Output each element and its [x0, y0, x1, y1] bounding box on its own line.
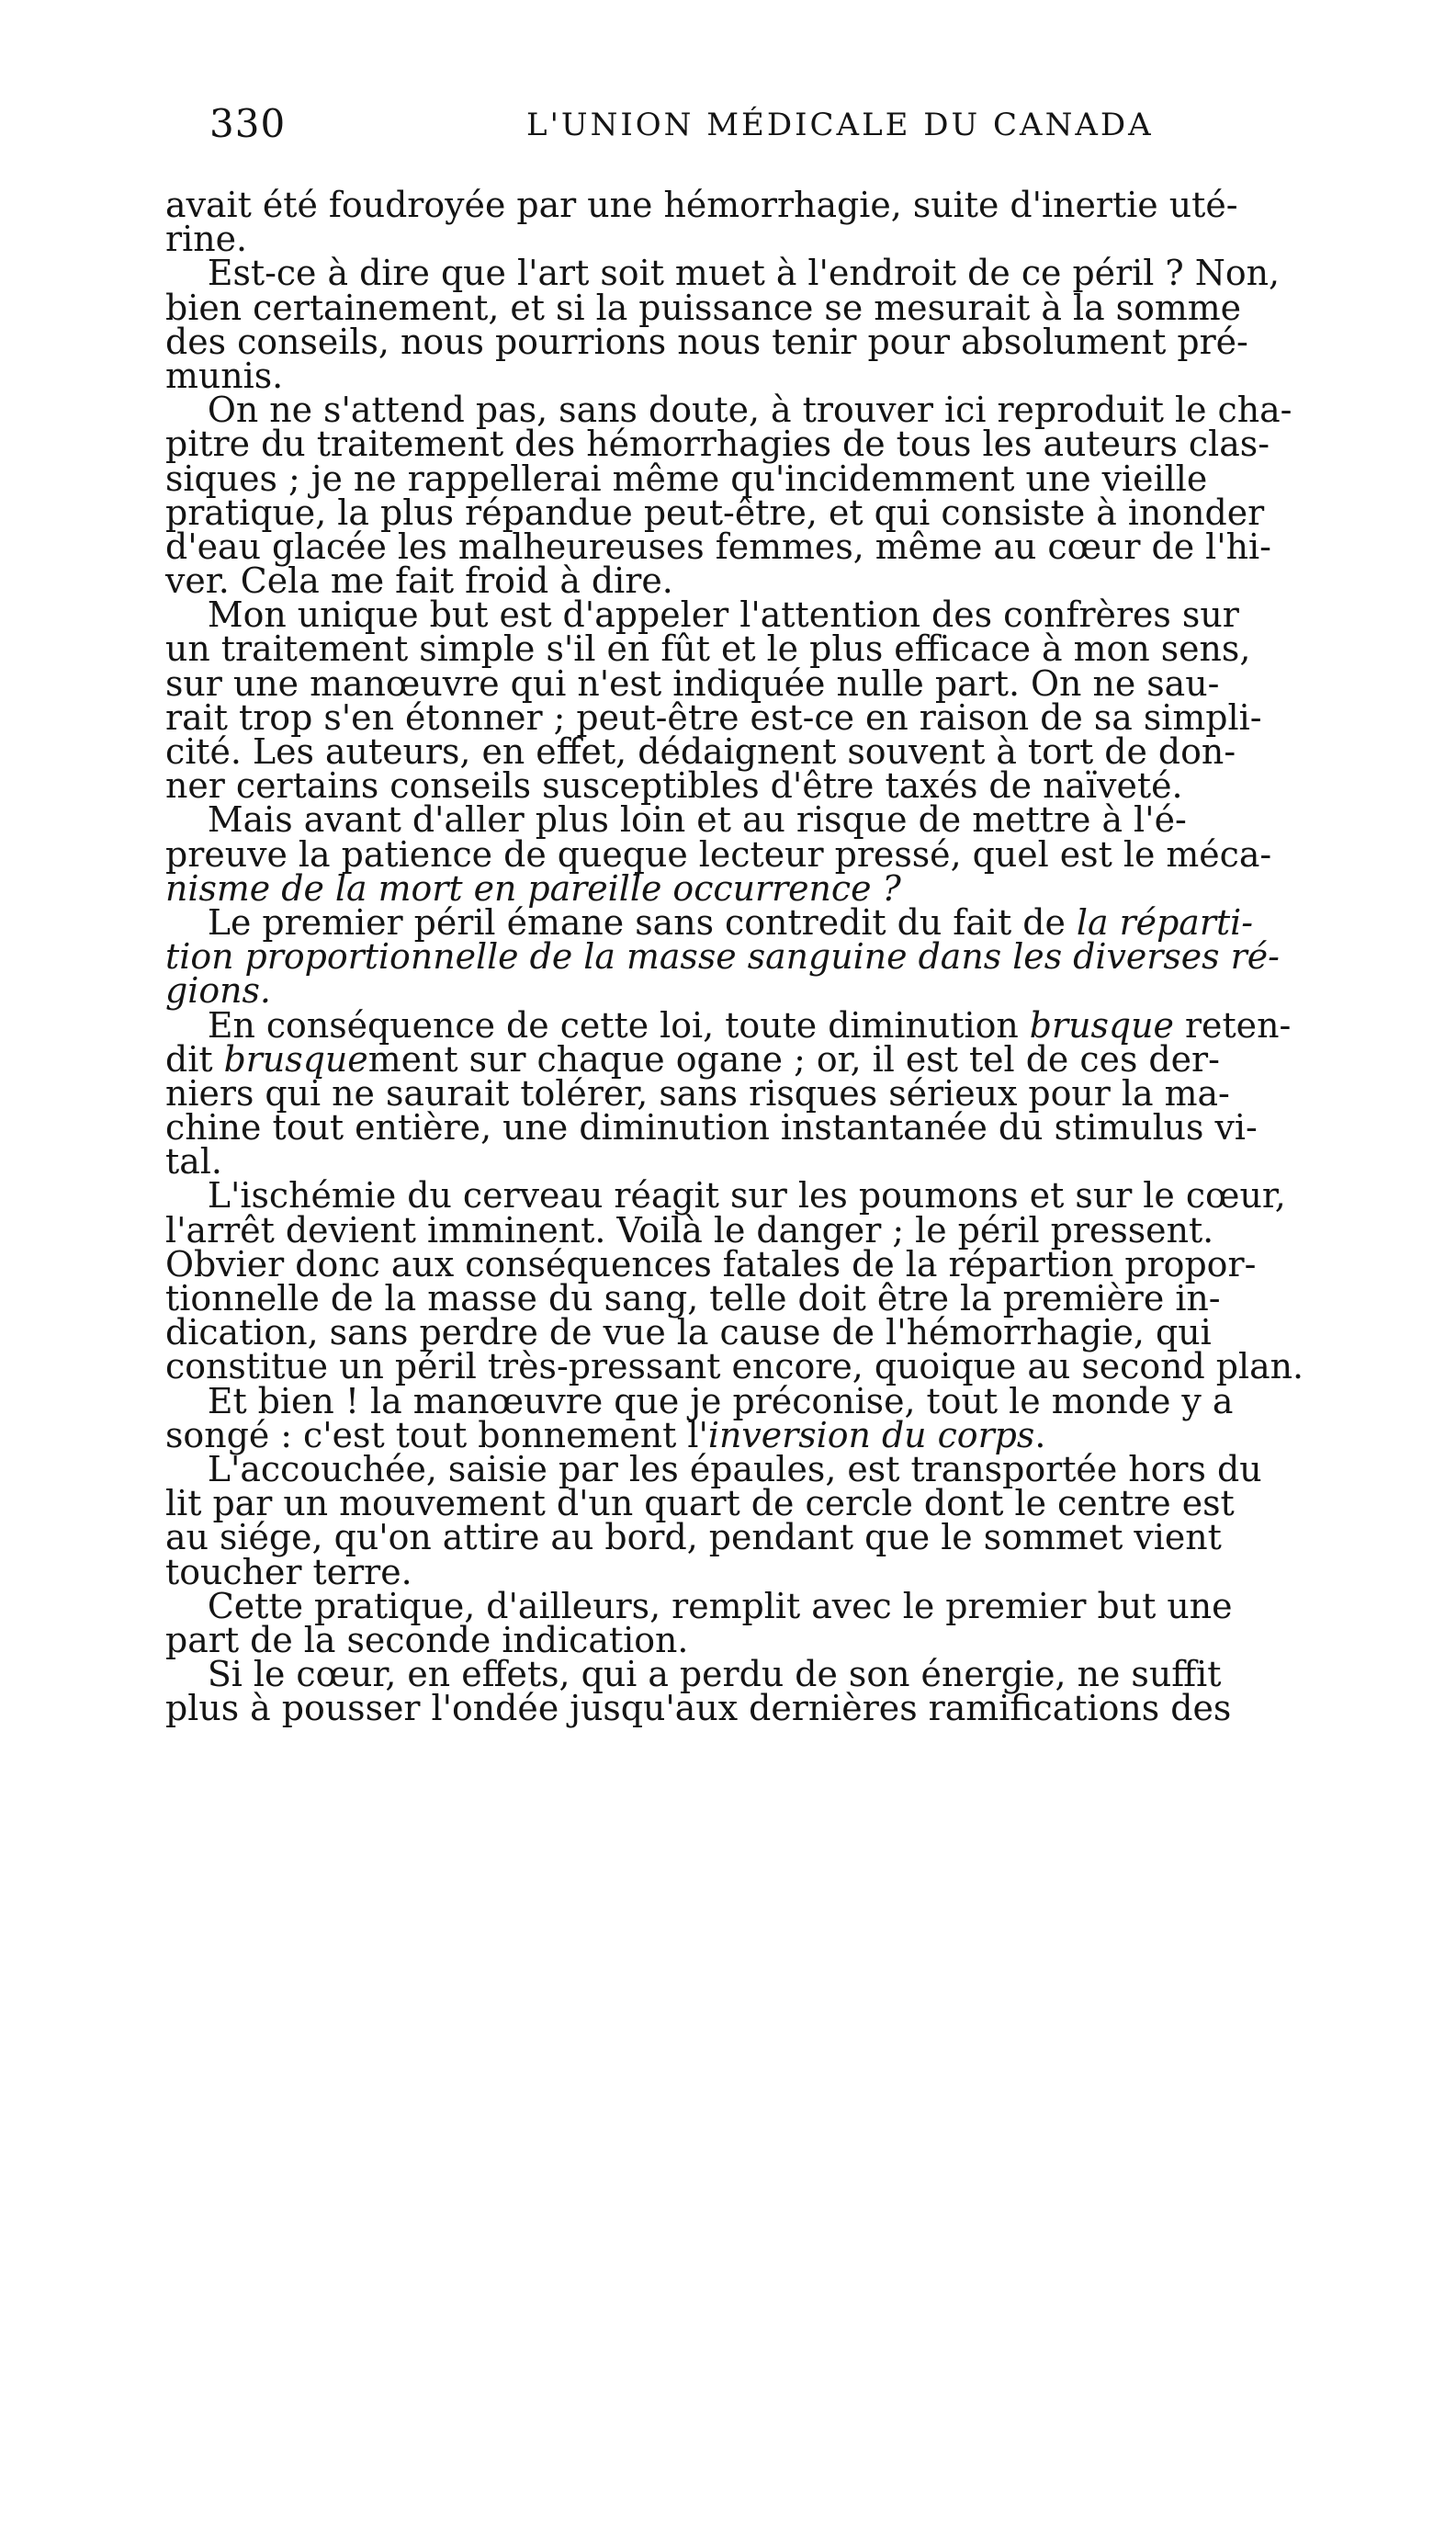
text-line: Mon unique but est d'appeler l'attention des confrères sur [207, 594, 1239, 636]
text-line: cité. Les auteurs, en effet, dédaignent souvent à tort de don- [165, 731, 1236, 772]
text-line: part de la seconde indication. [165, 1619, 689, 1660]
text-line: au siége, qu'on attire au bord, pendant que le sommet vient [165, 1517, 1222, 1558]
text-line: dication, sans perdre de vue la cause de l'hémorrhagie, qui [165, 1312, 1212, 1353]
text-line: nisme de la mort en pareille occurrence ? [165, 867, 901, 909]
text-line: rine. [165, 219, 248, 260]
text-line: gions. [165, 970, 271, 1012]
text-line: tal. [165, 1141, 222, 1183]
text-line: Si le cœur, en effets, qui a perdu de son énergie, ne suffit [207, 1654, 1222, 1695]
text-line: ner certains conseils susceptibles d'être taxés de naïveté. [165, 765, 1183, 807]
text-line: plus à pousser l'ondée jusqu'aux dernières ramifications des [165, 1688, 1232, 1729]
text-line: pitre du traitement des hémorrhagies de tous les auteurs clas- [165, 424, 1270, 465]
text-line: bien certainement, et si la puissance se mesurait à la somme [165, 287, 1242, 328]
text-line: pratique, la plus répandue peut-être, et qui consiste à inonder [165, 492, 1265, 533]
running-title: L'UNION MÉDICALE DU CANADA [526, 107, 1154, 143]
text-line: L'ischémie du cerveau réagit sur les poumons et sur le cœur, [207, 1175, 1286, 1217]
page-number: 330 [209, 101, 287, 146]
text-line: Le premier péril émane sans contredit du fait de la réparti- [207, 901, 1254, 943]
text-line: Obvier donc aux conséquences fatales de la répartion propor- [165, 1243, 1257, 1284]
text-line: siques ; je ne rappellerai même qu'incidemment une vieille [165, 458, 1208, 499]
text-line: d'eau glacée les malheureuses femmes, même au cœur de l'hi- [165, 526, 1271, 567]
text-line: dit brusquement sur chaque ogane ; or, il est tel de ces der- [165, 1038, 1220, 1080]
text-line: un traitement simple s'il en fût et le plus efficace à mon sens, [165, 628, 1251, 670]
text-line: munis. [165, 355, 284, 396]
text-line: Est-ce à dire que l'art soit muet à l'endroit de ce péril ? Non, [207, 253, 1281, 294]
text-line: songé : c'est tout bonnement l'inversion du corps. [165, 1414, 1046, 1455]
text-line: tion proportionnelle de la masse sanguine dans les diverses ré- [165, 936, 1280, 978]
text-line: L'accouchée, saisie par les épaules, est transportée hors du [207, 1448, 1262, 1489]
text-line: On ne s'attend pas, sans doute, à trouver ici reproduit le cha- [207, 390, 1292, 431]
text-line: toucher terre. [165, 1551, 412, 1592]
text-line: rait trop s'en étonner ; peut-être est-ce en raison de sa simpli- [165, 696, 1262, 738]
text-line: sur une manœuvre qui n'est indiquée nulle part. On ne sau- [165, 662, 1220, 704]
text-line: ver. Cela me fait froid à dire. [165, 560, 673, 602]
text-line: constitue un péril très-pressant encore, quoique au second plan. [165, 1346, 1304, 1387]
text-line: lit par un mouvement d'un quart de cercle dont le centre est [165, 1483, 1235, 1524]
text-line: chine tout entière, une diminution instantanée du stimulus vi- [165, 1107, 1258, 1149]
page-header [209, 101, 1165, 156]
text-line: des conseils, nous pourrions nous tenir pour absolument pré- [165, 321, 1248, 362]
text-line: Cette pratique, d'ailleurs, remplit avec le premier but une [207, 1585, 1233, 1626]
text-line: Et bien ! la manœuvre que je préconise, tout le monde y a [207, 1380, 1234, 1421]
text-line: tionnelle de la masse du sang, telle doit être la première in- [165, 1278, 1221, 1318]
text-line: preuve la patience de queque lecteur pressé, quel est le méca- [165, 833, 1272, 875]
text-line: niers qui ne saurait tolérer, sans risques sérieux pour la ma- [165, 1072, 1230, 1114]
text-line: l'arrêt devient imminent. Voilà le danger ; le péril pressent. [165, 1209, 1214, 1251]
text-line: En conséquence de cette loi, toute diminution brusque reten- [207, 1004, 1292, 1046]
body-text [165, 185, 1401, 1729]
text-line: avait été foudroyée par une hémorrhagie, suite d'inertie uté- [165, 185, 1238, 225]
text-line: Mais avant d'aller plus loin et au risque de mettre à l'é- [207, 799, 1187, 841]
